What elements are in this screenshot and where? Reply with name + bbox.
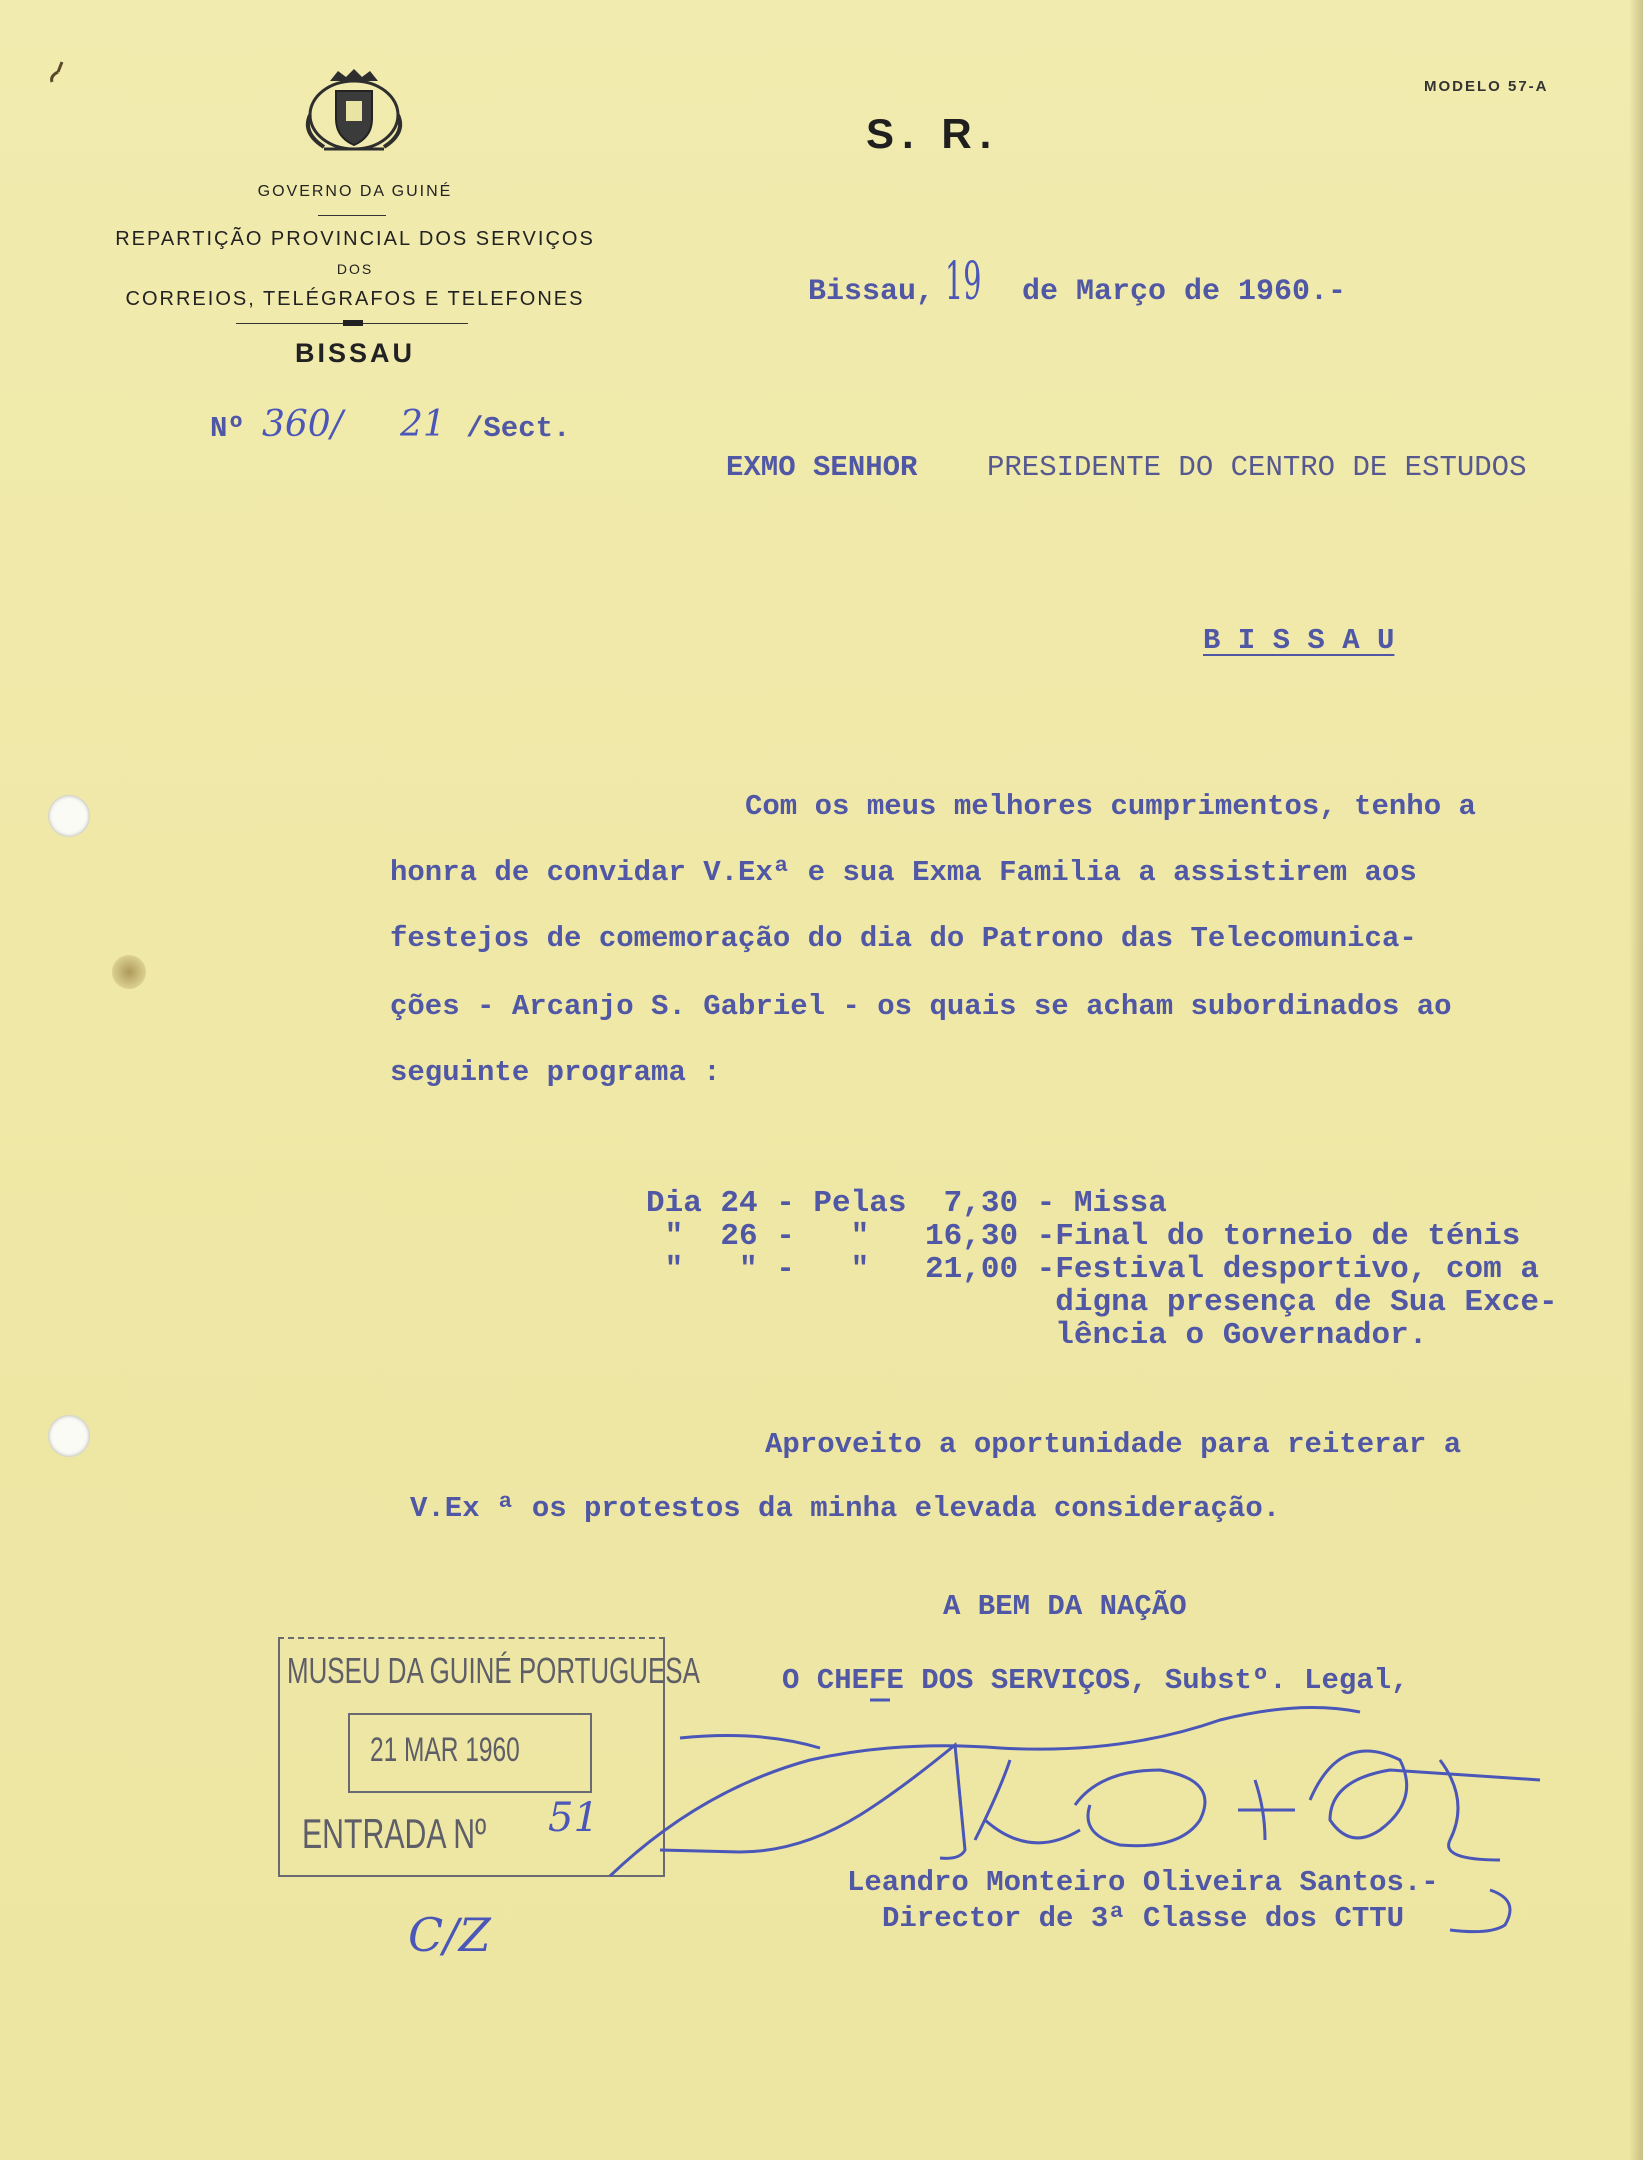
reference-sub-handwritten: 21 (400, 404, 446, 445)
date-place: Bissau, (808, 275, 935, 309)
reference-suffix: /Sect. (466, 412, 571, 445)
programme-line-4: digna presença de Sua Exce- (646, 1285, 1558, 1320)
department-line-1: REPARTIÇÃO PROVINCIAL DOS SERVIÇOS (115, 228, 595, 250)
service-marking: S. R. (866, 110, 1000, 157)
body-line-5: seguinte programa : (390, 1056, 721, 1089)
closing-line-2: V.Ex ª os protestos da minha elevada consideração. (410, 1492, 1281, 1525)
addressee-salutation: EXMO SENHOR (726, 451, 918, 484)
signature-name: Leandro Monteiro Oliveira Santos.- (847, 1866, 1439, 1899)
stamp-date: 21 MAR 1960 (370, 1731, 520, 1769)
programme-line-1: Dia 24 - Pelas 7,30 - Missa (646, 1186, 1167, 1221)
closing-line-1: Aproveito a oportunidade para reiterar a (765, 1428, 1462, 1461)
addressee-title: PRESIDENTE DO CENTRO DE ESTUDOS (987, 451, 1527, 484)
government-name: GOVERNO DA GUINÉ (257, 183, 453, 200)
programme-line-5: lência o Governador. (646, 1318, 1428, 1353)
body-line-4: ções - Arcanjo S. Gabriel - os quais se acham subordinados ao (390, 990, 1452, 1023)
reference-prefix: Nº (210, 412, 245, 445)
archive-note-handwritten: C/Z (408, 1908, 491, 1962)
reference-number-handwritten: 360/ (262, 404, 343, 445)
body-line-2: honra de convidar V.Exª e sua Exma Familia a assistirem aos (390, 856, 1417, 889)
date-rest: de Março de 1960.- (1022, 275, 1347, 309)
stamp-institution: MUSEU DA GUINÉ PORTUGUESA (287, 1650, 700, 1691)
form-code: MODELO 57-A (1424, 78, 1549, 95)
department-line-3: CORREIOS, TELÉGRAFOS E TELEFONES (125, 288, 585, 310)
date-day-handwritten: 19 (945, 252, 982, 312)
programme-line-3: " " - " 21,00 -Festival desportivo, com a (646, 1252, 1539, 1287)
stamp-entry-label: ENTRADA Nº (302, 1810, 487, 1857)
motto: A BEM DA NAÇÃO (943, 1590, 1187, 1623)
addressee-city: B I S S A U (1203, 624, 1395, 657)
office-city: BISSAU (294, 338, 415, 368)
body-line-3: festejos de comemoração do dia do Patrono das Telecomunica- (390, 922, 1417, 955)
signatory-role: O CHEFE DOS SERVIÇOS, Substº. Legal, (782, 1664, 1409, 1697)
signature-title: Director de 3ª Classe dos CTTU (882, 1902, 1405, 1935)
department-line-2: DOS (336, 261, 374, 277)
body-line-1: Com os meus melhores cumprimentos, tenho a (745, 790, 1476, 823)
programme-line-2: " 26 - " 16,30 -Final do torneio de ténis (646, 1219, 1521, 1254)
stamp-entry-number-handwritten: 51 (548, 1795, 599, 1841)
